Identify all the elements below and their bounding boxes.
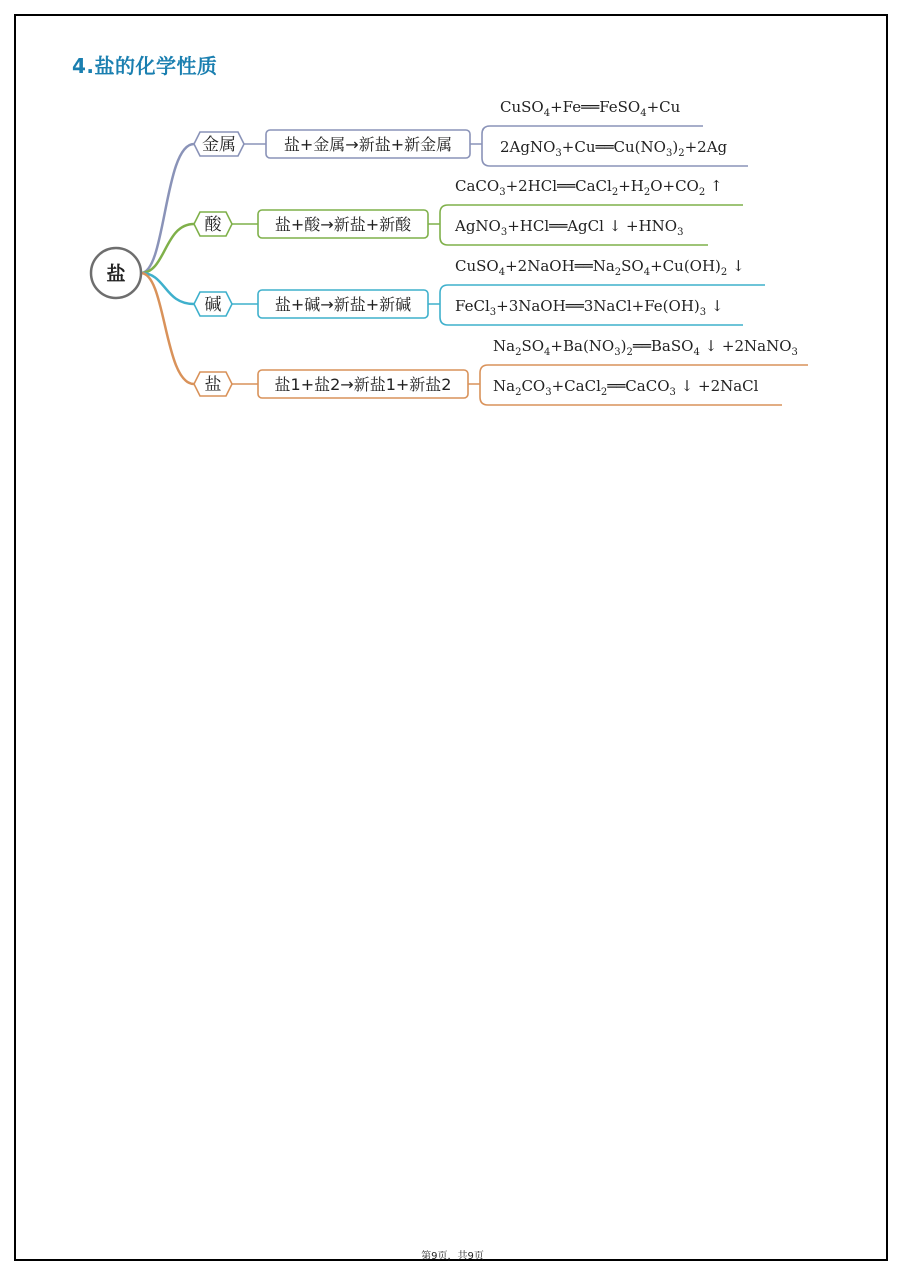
equation-0: $Na_2SO_4+Ba(NO_3)_2══BaSO_4$ ↓ +2NaNO$_3$ bbox=[493, 337, 798, 358]
branch-label: 碱 bbox=[204, 295, 222, 315]
branch-0 bbox=[194, 98, 728, 159]
equation-0: CuSO$_4$+Fe══FeSO$_4$+Cu bbox=[500, 98, 681, 119]
rule-text: 盐+酸→新盐+新酸 bbox=[274, 215, 412, 234]
equation-0: $CaCO_3+2HCl══CaCl_2+H_2O+CO_2$ ↑ bbox=[455, 177, 723, 198]
rule-text: 盐+碱→新盐+新碱 bbox=[274, 295, 412, 314]
brace bbox=[470, 126, 490, 166]
rule-text: 盐+金属→新盐+新金属 bbox=[283, 135, 453, 154]
page-footer: 第9页，共9页 bbox=[421, 1251, 484, 1262]
mind-map bbox=[0, 0, 905, 440]
branch-label: 酸 bbox=[204, 215, 222, 235]
branch-2 bbox=[194, 257, 745, 318]
branch-label: 金属 bbox=[202, 135, 236, 155]
branch-1 bbox=[194, 177, 723, 238]
equation-1: AgNO$_3$+HCl══AgCl ↓ $+HNO_3$ bbox=[455, 217, 684, 238]
equation-1: $FeCl_3+3NaOH══3NaCl+Fe(OH)_3$ ↓ bbox=[455, 297, 724, 318]
brace bbox=[428, 205, 448, 245]
brace bbox=[468, 365, 488, 405]
center-label: 盐 bbox=[106, 263, 126, 285]
equation-1: $2AgNO_3+Cu══Cu(NO_3)_2+2Ag$ bbox=[500, 138, 728, 159]
brace bbox=[428, 285, 448, 325]
branch-3 bbox=[194, 337, 798, 398]
equation-1: $Na_2CO_3+CaCl_2══CaCO_3$ ↓ +2NaCl bbox=[493, 377, 759, 398]
branch-label: 盐 bbox=[204, 375, 222, 395]
branch-curve bbox=[141, 144, 194, 273]
equation-0: $CuSO_4+2NaOH══Na_2SO_4+Cu(OH)_2$ ↓ bbox=[455, 257, 745, 278]
section-heading: 4.盐的化学性质 bbox=[72, 54, 218, 78]
rule-text: 盐1+盐2→新盐1+新盐2 bbox=[274, 375, 452, 394]
center-node bbox=[91, 248, 141, 298]
branches bbox=[194, 98, 798, 398]
